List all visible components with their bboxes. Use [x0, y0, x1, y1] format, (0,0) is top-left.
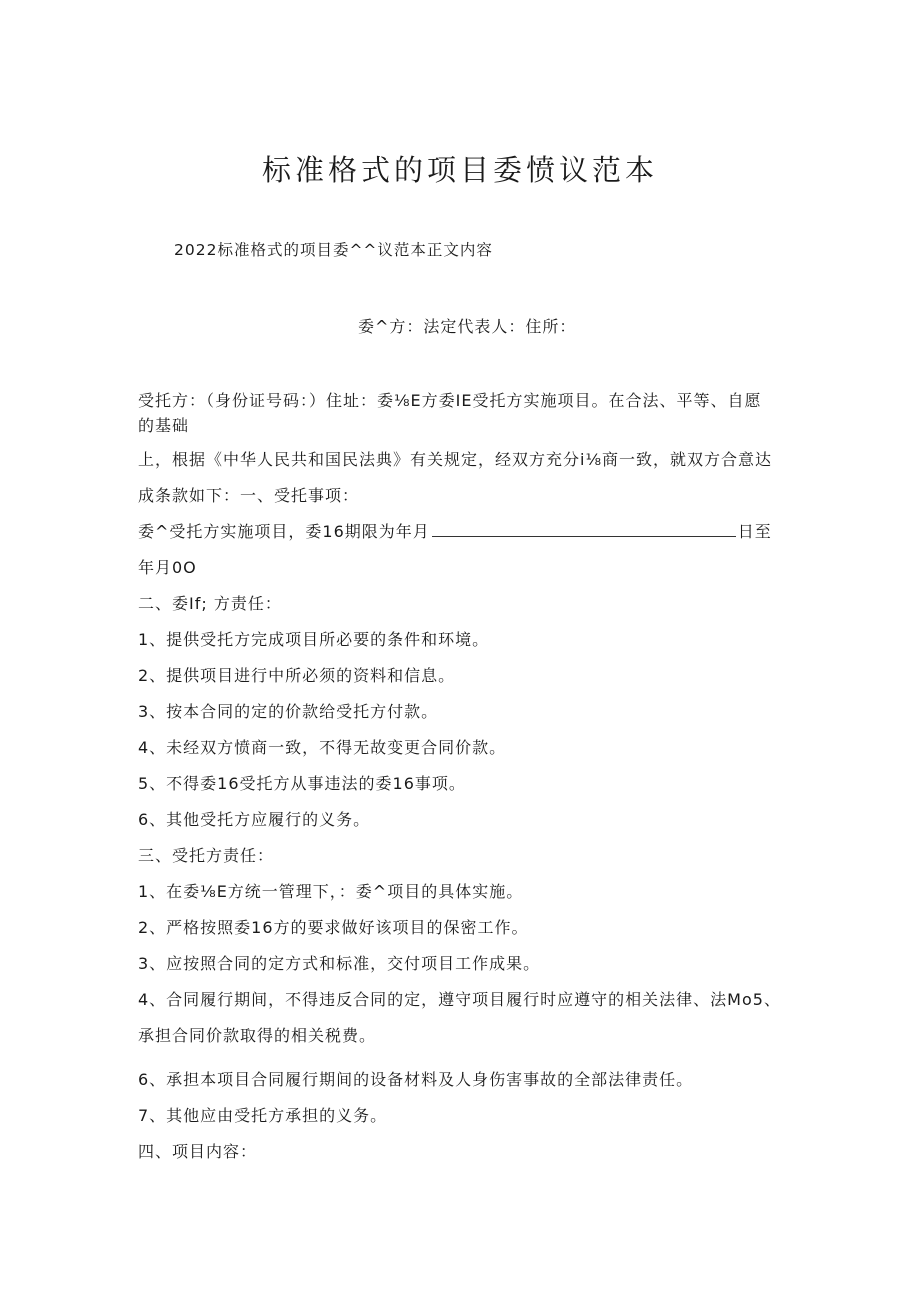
body-paragraph-line: 成条款如下：一、受托事项： — [138, 486, 360, 505]
document-title: 标准格式的项目委愤议范本 — [261, 153, 658, 187]
body-paragraph-line: 上，根据《中华人民共和国民法典》有关规定，经双方充分i⅛商一致，就双方合意达 — [138, 450, 772, 469]
term-text-before: 委^受托方实施项目，委16期限为年月 — [138, 522, 430, 541]
party-b-line-continued: 的基础 — [138, 416, 190, 435]
term-line-continued: 年月0O — [138, 558, 197, 577]
section3-item: 7、其他应由受托方承担的义务。 — [138, 1106, 388, 1125]
term-line — [138, 519, 772, 542]
section3-heading: 三、受托方责任： — [138, 846, 275, 865]
section2-item: 4、未经双方愤商一致，不得无故变更合同价款。 — [138, 738, 507, 757]
section2-item: 5、不得委16受托方从事违法的委16事项。 — [138, 774, 466, 793]
section2-heading: 二、委If; 方责任： — [138, 594, 282, 613]
section3-item: 4、合同履行期间，不得违反合同的定，遵守项目履行时应遵守的相关法律、法Mo5、 — [138, 990, 781, 1009]
section2-item: 2、提供项目进行中所必须的资料和信息。 — [138, 666, 456, 685]
term-text-after: 日至 — [737, 522, 772, 541]
section3-item: 2、严格按照委16方的要求做好该项目的保密工作。 — [138, 918, 529, 937]
document-subtitle: 2022标准格式的项目委^^议范本正文内容 — [174, 241, 493, 259]
section2-item: 1、提供受托方完成项目所必要的条件和环境。 — [138, 630, 490, 649]
section3-item: 3、应按照合同的定方式和标准，交付项目工作成果。 — [138, 954, 541, 973]
term-blank-field — [432, 522, 736, 537]
section3-item: 6、承担本项目合同履行期间的设备材料及人身伤害事故的全部法律责任。 — [138, 1070, 694, 1089]
party-a-line: 委^方：法定代表人：住所： — [358, 317, 577, 336]
section3-item: 承担合同价款取得的相关税费。 — [138, 1026, 377, 1045]
section3-item: 1、在委⅛E方统一管理下，：委^项目的具体实施。 — [138, 882, 524, 901]
section2-item: 6、其他受托方应履行的义务。 — [138, 810, 371, 829]
section2-item: 3、按本合同的定的价款给受托方付款。 — [138, 702, 439, 721]
party-b-line: 受托方：（身份证号码：）住址：委⅛E方委IE受托方实施项目。在合法、平等、自愿 — [138, 391, 762, 410]
section4-heading: 四、项目内容： — [138, 1142, 258, 1161]
